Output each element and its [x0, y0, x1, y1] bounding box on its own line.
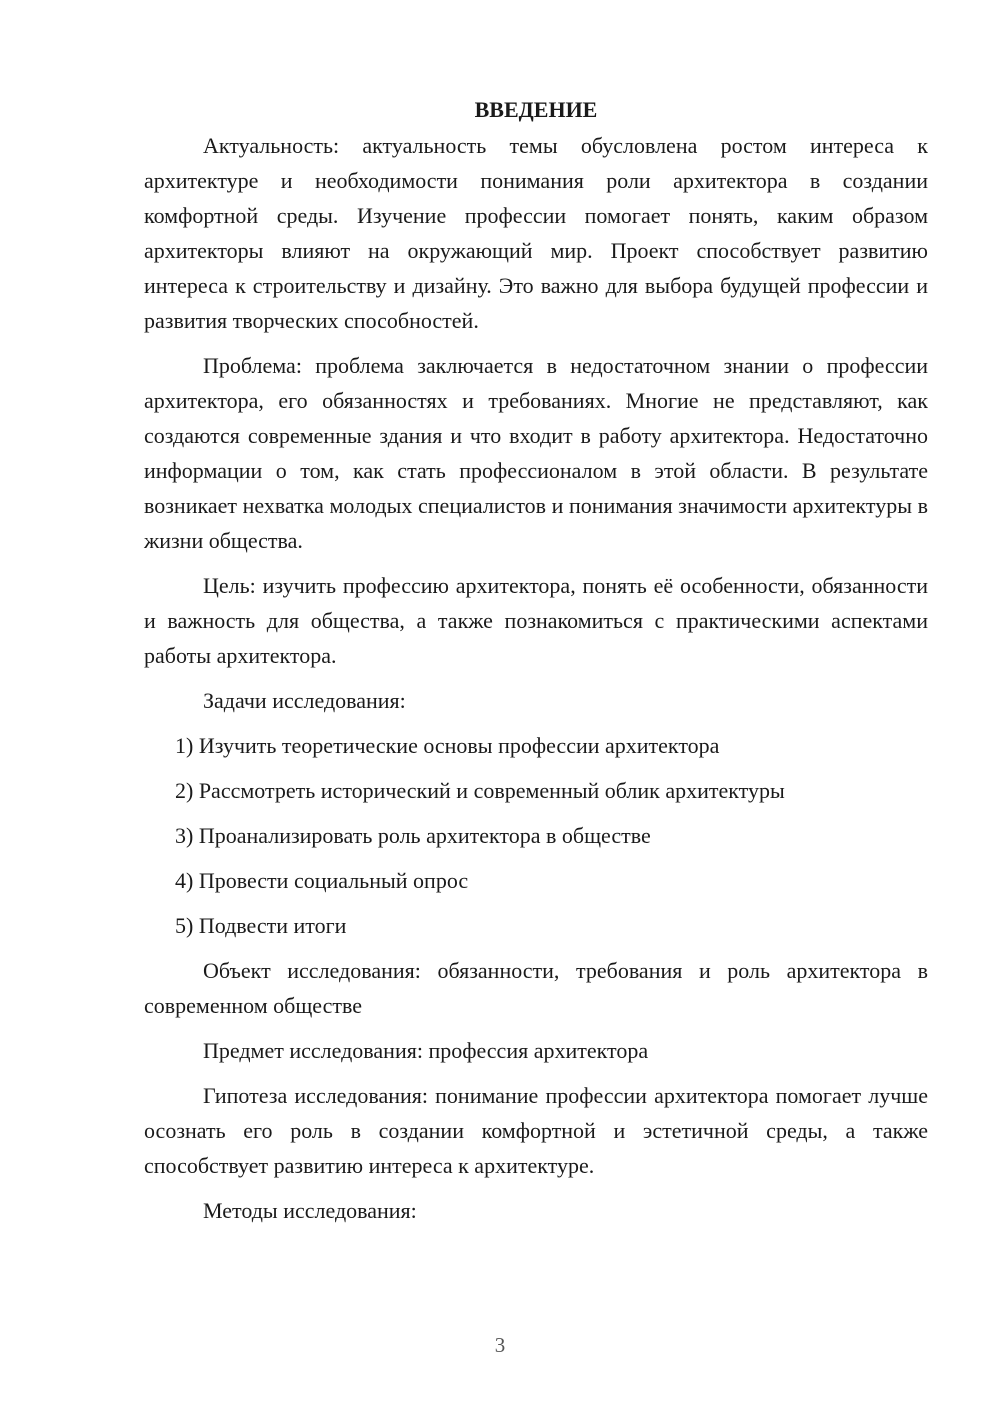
- paragraph-methods-heading: Методы исследования:: [203, 1198, 417, 1223]
- paragraph-hypothesis: Гипотеза исследования: понимание профессии архитектора помогает лучше осознать его роль в создании комфортной и эстетичной среды, а также способствует развитию интереса к архитектуре.: [144, 1083, 928, 1178]
- list-item-task-1: 1) Изучить теоретические основы профессии архитектора: [175, 733, 720, 758]
- paragraph-problem: Проблема: проблема заключается в недостаточном знании о профессии архитектора, его обязанностях и требованиях. Многие не представляют, как создаются современные здания и что входит в работу архитектора. Недостаточно информации о том, как стать профессионалом в этой области. В результате возникает нехватка молодых специалистов и понимания значимости архитектуры в жизни общества.: [144, 353, 928, 553]
- list-item-task-4: 4) Провести социальный опрос: [175, 868, 469, 893]
- document-page: [144, 92, 928, 1228]
- list-item-task-5: 5) Подвести итоги: [175, 913, 347, 938]
- paragraph-goal: Цель: изучить профессию архитектора, понять её особенности, обязанности и важность для общества, а также познакомиться с практическими аспектами работы архитектора.: [144, 573, 928, 668]
- paragraph-subject: Предмет исследования: профессия архитектора: [203, 1038, 649, 1063]
- page-number: 3: [494, 1333, 506, 1357]
- list-item-task-3: 3) Проанализировать роль архитектора в обществе: [175, 823, 651, 848]
- section-title: ВВЕДЕНИЕ: [474, 97, 598, 122]
- paragraph-tasks-heading: Задачи исследования:: [203, 688, 406, 713]
- paragraph-object: Объект исследования: обязанности, требования и роль архитектора в современном обществе: [144, 958, 928, 1018]
- paragraph-relevance: Актуальность: актуальность темы обусловлена ростом интереса к архитектуре и необходимости понимания роли архитектора в создании комфортной среды. Изучение профессии помогает понять, каким образом архитекторы влияют на окружающий мир. Проект способствует развитию интереса к строительству и дизайну. Это важно для выбора будущей профессии и развития творческих способностей.: [144, 133, 928, 333]
- list-item-task-2: 2) Рассмотреть исторический и современный облик архитектуры: [175, 778, 785, 803]
